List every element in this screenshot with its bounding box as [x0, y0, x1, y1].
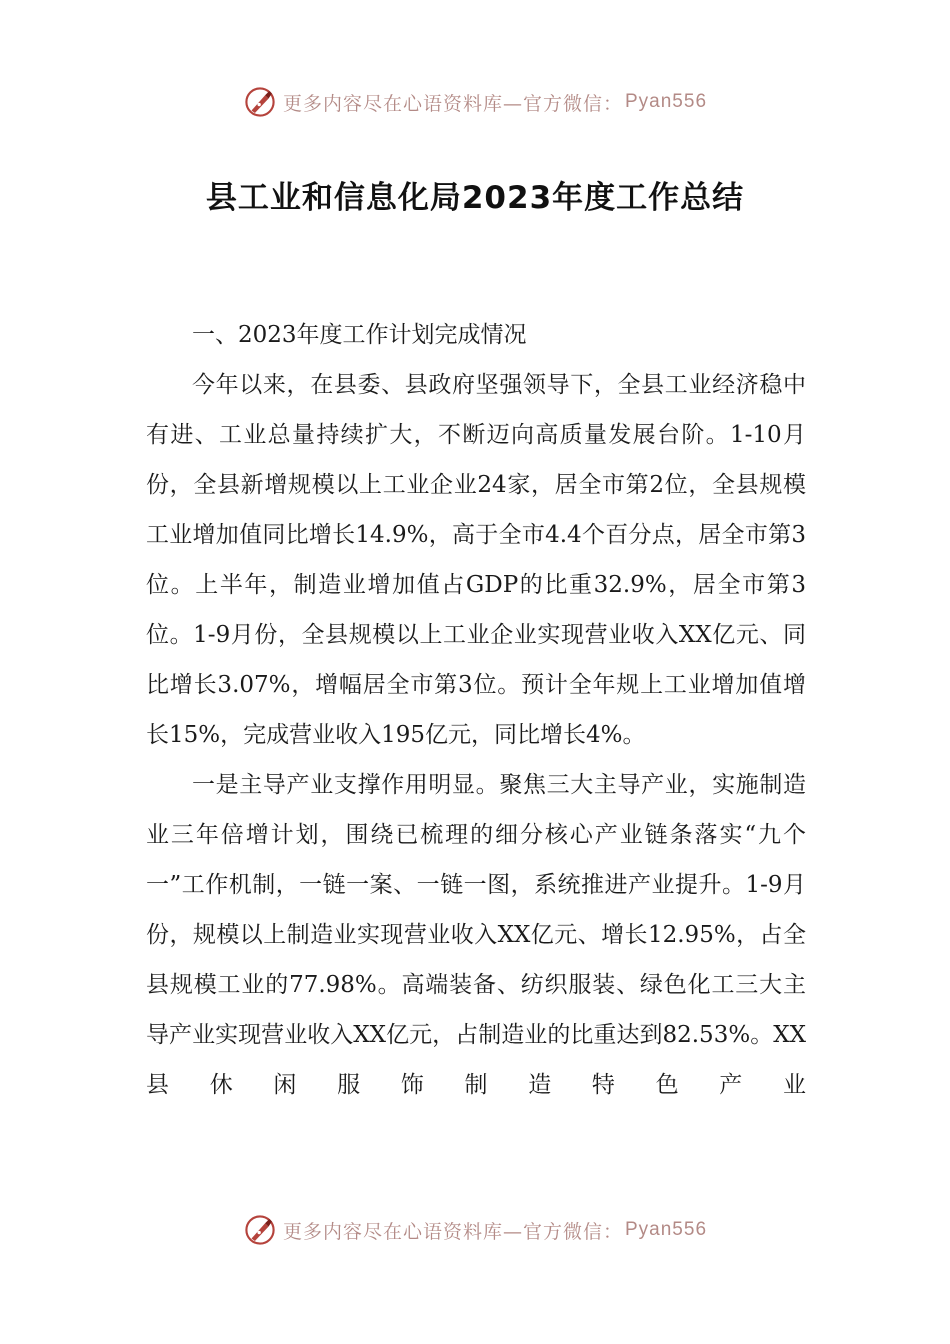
watermark-wechat-id: Pyan556 — [625, 1219, 708, 1240]
watermark-header — [0, 82, 950, 122]
section-heading: 一、2023年度工作计划完成情况 — [192, 322, 527, 348]
watermark-wechat-id: Pyan556 — [625, 91, 708, 112]
watermark-footer — [0, 1210, 950, 1250]
pen-nib-logo-icon — [243, 85, 277, 119]
pen-nib-logo-icon — [243, 1213, 277, 1247]
watermark-text: 更多内容尽在心语资料库—官方微信： — [282, 92, 623, 115]
document-body — [146, 310, 806, 1110]
paragraph-overview: 今年以来，在县委、县政府坚强领导下，全县工业经济稳中有进、工业总量持续扩大，不断迈向高质量发展台阶。1-10月份，全县新增规模以上工业企业24家，居全市第2位，全县规模工业增加值同比增长14.9%，高于全市4.4个百分点，居全市第3位。上半年，制造业增加值占GDP的比重32.9%，居全市第3位。1-9月份，全县规模以上工业企业实现营业收入XX亿元、同比增长3.07%，增幅居全市第3位。预计全年规上工业增加值增长15%，完成营业收入195亿元，同比增长4%。 — [146, 372, 806, 748]
paragraph-leading-industries: 一是主导产业支撑作用明显。聚焦三大主导产业，实施制造业三年倍增计划，围绕已梳理的细分核心产业链条落实“九个一”工作机制，一链一案、一链一图，系统推进产业提升。1-9月份，规模以上制造业实现营业收入XX亿元、增长12.95%，占全县规模工业的77.98%。高端装备、纺织服装、绿色化工三大主导产业实现营业收入XX亿元，占制造业的比重达到82.53%。XX县休闲服饰制造特色产业 — [146, 772, 806, 1098]
watermark-text: 更多内容尽在心语资料库—官方微信： — [282, 1220, 623, 1243]
document-title: 县工业和信息化局2023年度工作总结 — [205, 180, 745, 216]
